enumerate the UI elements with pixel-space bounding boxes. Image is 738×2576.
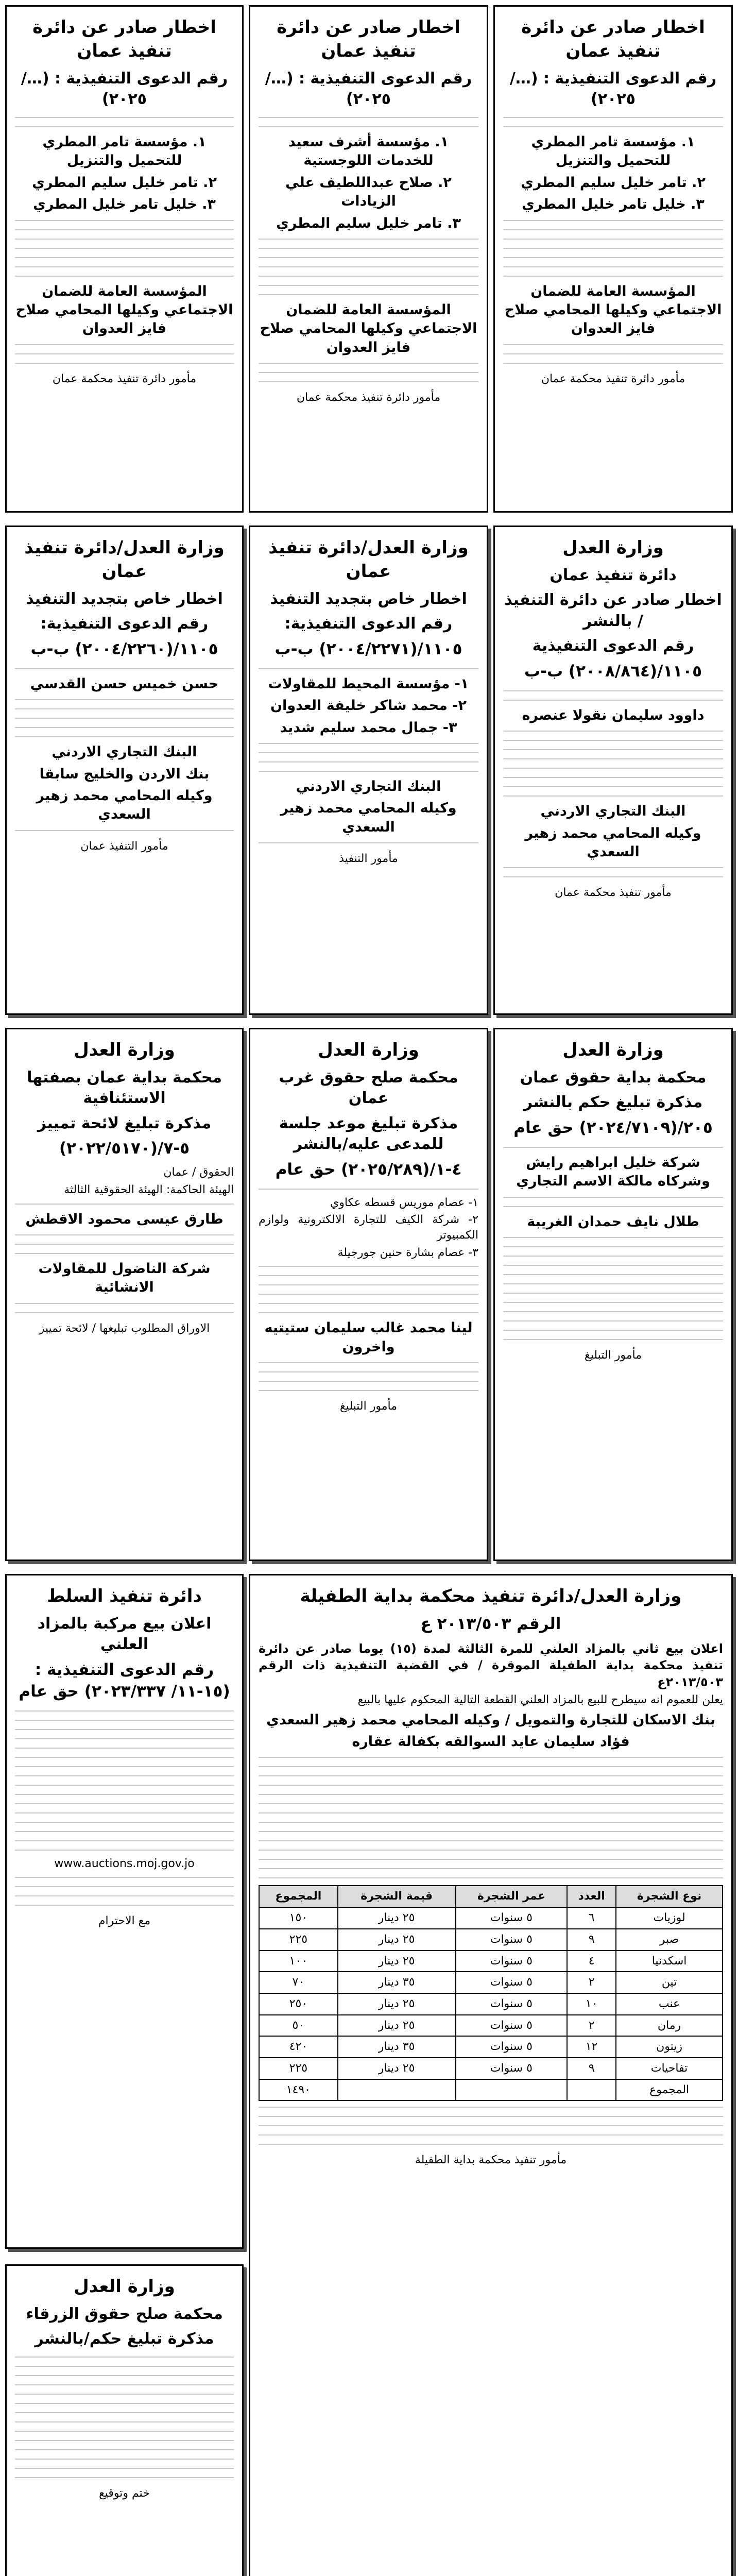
- notice-title: مذكرة تبليغ حكم بالنشر: [523, 1093, 703, 1112]
- notice-title: اخطار خاص بتجديد التنفيذ: [26, 589, 223, 608]
- table-cell: صبر: [616, 1929, 723, 1951]
- table-cell: اسكدنيا: [616, 1951, 723, 1972]
- table-cell: ٢٥ دينار: [338, 2015, 456, 2037]
- beneficiary: المؤسسة العامة للضمان الاجتماعي وكيلها المحامي صلاح فايز العدوان: [15, 283, 233, 337]
- notice-r2-right: [493, 526, 733, 1015]
- table-cell: ٣٥ دينار: [338, 2036, 456, 2058]
- table-cell: ٢٥٠: [259, 1993, 338, 2015]
- party: ١. مؤسسة أشرف سعيد للخدمات اللوجستية: [288, 133, 449, 169]
- table-cell: [456, 2079, 568, 2101]
- party: شركة خليل ابراهيم رايش وشركاه مالكة الاسم التجاري: [516, 1154, 710, 1190]
- court: محكمة صلح حقوق غرب عمان: [279, 1068, 458, 1108]
- table-cell: ١٥٠: [259, 1907, 338, 1929]
- notice-title: اخطار خاص بتجديد التنفيذ: [270, 589, 467, 608]
- debtor: داوود سليمان نقولا عنصره: [522, 707, 705, 723]
- trees-table: [259, 1885, 723, 2101]
- table-header-cell: المجموع: [259, 1886, 338, 1907]
- debtor: حسن خميس حسن القدسي: [30, 675, 219, 692]
- notice-title: اعلان بيع مركبة بالمزاد العلني: [37, 1614, 212, 1654]
- auction-title: اعلان بيع ثاني بالمزاد العلني للمرة الثالثة لمدة (١٥) يوما صادر عن دائرة تنفيذ محكمة بداية الطفيلة الموقرة / في القضية التنفيذية ذات الرقم ٢٠١٣/٥٠٣ع: [259, 1641, 723, 1689]
- table-cell: ٩: [567, 2058, 616, 2079]
- ministry: وزارة العدل: [74, 2276, 175, 2297]
- party: ٣. خليل تامر خليل المطري: [522, 196, 705, 213]
- table-cell: ٢: [567, 2015, 616, 2037]
- notice-title: مذكرة تبليغ موعد جلسة للمدعى عليه/بالنشر: [279, 1114, 458, 1154]
- table-cell: تين: [616, 1972, 723, 1993]
- party: ١. مؤسسة تامر المطري للتحميل والتنزيل: [42, 133, 207, 169]
- table-cell: ٢٥ دينار: [338, 1929, 456, 1951]
- table-header-cell: نوع الشجرة: [616, 1886, 723, 1907]
- lawyer: وكيله المحامي محمد زهير السعدي: [36, 787, 213, 823]
- notice-title: مذكرة تبليغ حكم/بالنشر: [35, 2330, 214, 2348]
- auction-site-link[interactable]: www.auctions.moj.gov.jo: [54, 1857, 195, 1870]
- table-row: [259, 1951, 723, 1972]
- table-cell: ٥ سنوات: [456, 1951, 568, 1972]
- notice-salt-auction: [5, 1574, 244, 2249]
- case-number: ١١٠٥/(٢٠٠٤/٢٢٧١) ب-ب: [274, 639, 462, 658]
- department: دائرة تنفيذ عمان: [550, 566, 677, 584]
- notice-footer: الاوراق المطلوب تبليغها / لائحة تمييز: [39, 1321, 210, 1335]
- panel: الهيئة الحاكمة: الهيئة الحقوقية الثالثة: [64, 1183, 234, 1196]
- party: ١- عصام موريس قسطه عكاوي: [330, 1196, 478, 1209]
- table-cell: ٥ سنوات: [456, 2036, 568, 2058]
- table-cell: المجموع: [616, 2079, 723, 2101]
- party: ٣. خليل تامر خليل المطري: [33, 196, 216, 213]
- department: دائرة تنفيذ السلط: [47, 1586, 202, 1606]
- table-row: [259, 2015, 723, 2037]
- table-cell: ٢٥ دينار: [338, 1907, 456, 1929]
- case-number: رقم الدعوى التنفيذية : (…/٢٠٢٥): [21, 69, 228, 109]
- table-cell: ١٠: [567, 1993, 616, 2015]
- table-cell: ٥ سنوات: [456, 1907, 568, 1929]
- notice-footer: مأمور التنفيذ: [339, 852, 398, 866]
- defendant: لينا محمد غالب سليمان ستيتيه واخرون: [264, 1320, 473, 1355]
- party: ١. مؤسسة تامر المطري للتحميل والتنزيل: [531, 133, 695, 169]
- case-number: رقم الدعوى التنفيذية : (…/٢٠٢٥): [509, 69, 717, 109]
- creditor: البنك التجاري الاردني: [296, 778, 441, 794]
- table-cell: ٢: [567, 1972, 616, 1993]
- notice-footer: مأمور دائرة تنفيذ محكمة عمان: [296, 391, 441, 404]
- table-cell: [567, 2079, 616, 2101]
- case-label: رقم الدعوى التنفيذية:: [40, 615, 209, 633]
- party: ٢. صلاح عبداللطيف علي الزيادات: [285, 174, 452, 210]
- case-number: الرقم ٢٠١٣/٥٠٣ ع: [420, 1614, 561, 1633]
- defendant: طلال نايف حمدان الغريبة: [527, 1213, 699, 1230]
- table-header-cell: قيمة الشجرة: [338, 1886, 456, 1907]
- ministry: وزارة العدل: [562, 1040, 664, 1060]
- ministry: وزارة العدل/دائرة تنفيذ عمان: [268, 537, 469, 582]
- table-cell: ٧٠: [259, 1972, 338, 1993]
- notice-auction-tafila: [249, 1574, 733, 2576]
- table-cell: ٦: [567, 1907, 616, 1929]
- ministry: وزارة العدل/دائرة تنفيذ عمان: [24, 537, 225, 582]
- table-cell: ١٢: [567, 2036, 616, 2058]
- notice-footer: مأمور التبليغ: [585, 1349, 642, 1362]
- notice-footer: مأمور دائرة تنفيذ محكمة عمان: [52, 372, 197, 385]
- table-row: [259, 1993, 723, 2015]
- party: ٣. تامر خليل سليم المطري: [276, 215, 461, 231]
- case-number: ١١٠٥/(٢٠٠٤/٢٢٦٠) ب-ب: [30, 639, 218, 658]
- table-header-cell: عمر الشجرة: [456, 1886, 568, 1907]
- party: ٢- محمد شاكر خليفة العدوان: [270, 698, 467, 714]
- table-cell: [338, 2079, 456, 2101]
- case-number: رقم الدعوى التنفيذية : (١٥-١١/ ٢٠٢٣/٣٣٧) حق عام: [19, 1660, 230, 1701]
- party: ٢- شركة الكيف للتجارة الالكترونية ولوازم الكمبيوتر: [259, 1213, 478, 1242]
- notice-header: اخطار صادر عن دائرة تنفيذ عمان: [32, 17, 216, 61]
- table-cell: ٤: [567, 1951, 616, 1972]
- table-cell: ٩: [567, 1929, 616, 1951]
- notice-r2-middle: [249, 526, 488, 1015]
- table-header-cell: العدد: [567, 1886, 616, 1907]
- case-label: رقم الدعوى التنفيذية:: [284, 615, 453, 633]
- table-row: [259, 1929, 723, 1951]
- notice-r3-middle: [249, 1028, 488, 1561]
- beneficiary: المؤسسة العامة للضمان الاجتماعي وكيلها المحامي صلاح فايز العدوان: [260, 301, 477, 355]
- table-cell: عنب: [616, 1993, 723, 2015]
- notice-header: اخطار صادر عن دائرة تنفيذ عمان: [277, 17, 460, 61]
- table-cell: لوزيات: [616, 1907, 723, 1929]
- case-label: رقم الدعوى التنفيذية: [532, 637, 694, 655]
- case-number: ١١٠٥/(٢٠٠٨/٨٦٤) ب-ب: [524, 662, 702, 681]
- table-cell: ٤٢٠: [259, 2036, 338, 2058]
- court: محكمة صلح حقوق الزرقاء: [26, 2304, 223, 2323]
- notice-r3-right: [493, 1028, 733, 1561]
- notice-footer: مأمور دائرة تنفيذ محكمة عمان: [541, 372, 685, 385]
- notice-title: مذكرة تبليغ لائحة تمييز: [37, 1114, 212, 1132]
- table-cell: ٥ سنوات: [456, 2015, 568, 2037]
- notice-r1-middle: [249, 5, 488, 513]
- table-cell: ٥ سنوات: [456, 1972, 568, 1993]
- ministry: وزارة العدل: [562, 537, 664, 558]
- notice-title: اخطار صادر عن دائرة التنفيذ / بالنشر: [504, 591, 722, 630]
- court: محكمة بداية عمان بصفتها الاستئنافية: [27, 1068, 222, 1108]
- notice-footer: مأمور التنفيذ عمان: [80, 839, 168, 853]
- table-cell: ٢٥ دينار: [338, 1993, 456, 2015]
- table-cell: ٥٠: [259, 2015, 338, 2037]
- case-number: رقم الدعوى التنفيذية : (…/٢٠٢٥): [265, 69, 472, 109]
- table-cell: ٥ سنوات: [456, 2058, 568, 2079]
- table-cell: رمان: [616, 2015, 723, 2037]
- table-cell: تفاحيات: [616, 2058, 723, 2079]
- creditor: البنك التجاري الاردني: [540, 803, 686, 820]
- table-cell: زيتون: [616, 2036, 723, 2058]
- notice-footer: مع الاحترام: [98, 1914, 151, 1928]
- table-cell: ٢٢٥: [259, 2058, 338, 2079]
- case-number: ٢٠٥/(٢٠٢٤/٧١٠٩) حق عام: [513, 1118, 713, 1137]
- table-cell: ٢٥ دينار: [338, 1951, 456, 1972]
- notice-r1-right: [493, 5, 733, 513]
- table-cell: ٥ سنوات: [456, 1929, 568, 1951]
- party: ٢. تامر خليل سليم المطري: [521, 174, 706, 191]
- court-type: الحقوق / عمان: [163, 1166, 234, 1179]
- notice-footer: مأمور تنفيذ محكمة عمان: [555, 886, 672, 900]
- beneficiary: المؤسسة العامة للضمان الاجتماعي وكيلها المحامي صلاح فايز العدوان: [504, 283, 722, 337]
- case-number: ٤-١/(٢٠٢٥/٢٨٩) حق عام: [275, 1160, 462, 1179]
- court: محكمة بداية حقوق عمان: [520, 1068, 707, 1087]
- lawyer: وكيله المحامي محمد زهير السعدي: [280, 800, 457, 835]
- table-row: [259, 1907, 723, 1929]
- table-cell: ٢٥ دينار: [338, 2058, 456, 2079]
- table-row: [259, 2079, 723, 2101]
- table-cell: ٥ سنوات: [456, 1993, 568, 2015]
- creditor: بنك الاسكان للتجارة والتمويل / وكيله المحامي محمد زهير السعدي: [266, 1711, 715, 1728]
- company: شركة الناضول للمقاولات الانشائية: [38, 1261, 211, 1296]
- party: ١- مؤسسة المحيط للمقاولات: [268, 675, 469, 692]
- creditor: البنك التجاري الاردني: [52, 744, 197, 760]
- table-cell: ١٠٠: [259, 1951, 338, 1972]
- party: ٢. تامر خليل سليم المطري: [32, 174, 217, 191]
- table-row: [259, 1972, 723, 1993]
- party: ٣- عصام بشارة حنين جورجيلة: [337, 1246, 478, 1259]
- ministry: وزارة العدل: [74, 1040, 175, 1060]
- notice-header: اخطار صادر عن دائرة تنفيذ عمان: [521, 17, 705, 61]
- case-number: ٥-٧/(٢٠٢٢/٥١٧٠): [59, 1139, 190, 1158]
- notice-r2-left: [5, 526, 244, 1015]
- notice-r1-left: [5, 5, 244, 513]
- table-cell: ٢٢٥: [259, 1929, 338, 1951]
- notice-footer: مأمور التبليغ: [340, 1400, 397, 1413]
- notice-footer: ختم وتوقيع: [99, 2486, 150, 2500]
- ministry: وزارة العدل/دائرة تنفيذ محكمة بداية الطفيلة: [300, 1586, 682, 1606]
- notice-footer: مأمور تنفيذ محكمة بداية الطفيلة: [415, 2154, 567, 2167]
- notice-r3-left: [5, 1028, 244, 1561]
- notice-zarqa: [5, 2264, 244, 2576]
- table-cell: ٣٥ دينار: [338, 1972, 456, 1993]
- party: ٣- جمال محمد سليم شديد: [280, 719, 457, 736]
- party: طارق عيسى محمود الاقطش: [25, 1211, 224, 1227]
- creditor-former-name: بنك الاردن والخليج سابقا: [39, 766, 210, 782]
- auction-intro: يعلن للعموم انه سيطرح للبيع بالمزاد العلني القطعة التالية المحكوم عليها بالبيع: [357, 1693, 723, 1706]
- lawyer: وكيله المحامي محمد زهير السعدي: [525, 825, 701, 860]
- ministry: وزارة العدل: [318, 1040, 419, 1060]
- debtor: فؤاد سليمان عايد السوالقه بكفالة عقاره: [352, 1734, 630, 1750]
- table-cell: ١٤٩٠: [259, 2079, 338, 2101]
- table-row: [259, 2058, 723, 2079]
- table-row: [259, 2036, 723, 2058]
